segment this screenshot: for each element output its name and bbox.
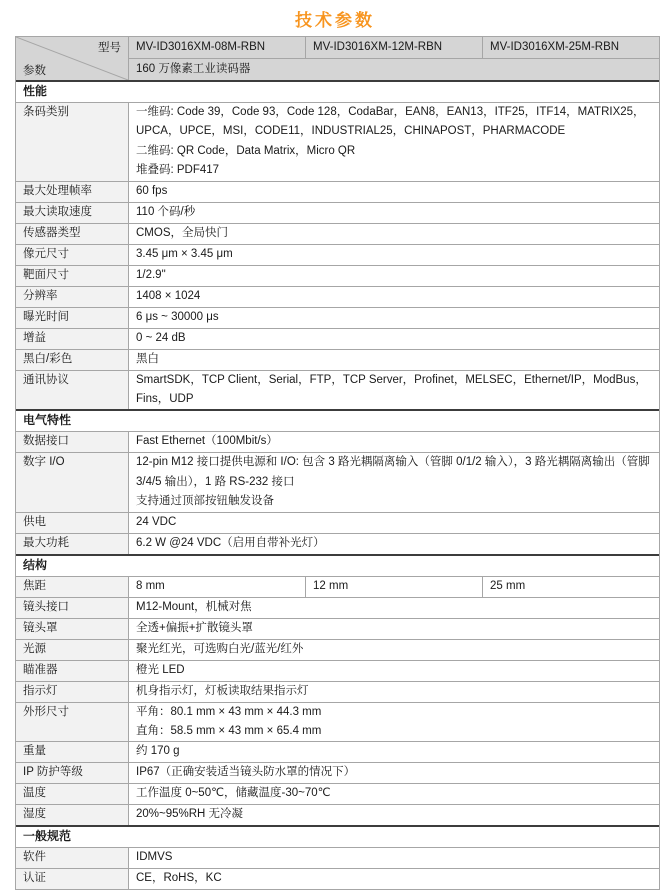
model-name: MV-ID3016XM-08M-RBN [129,37,306,58]
product-description: 160 万像素工业读码器 [136,63,251,75]
corner-label-parameter: 参数 [23,65,46,77]
table-row [16,660,659,681]
param-name: 重量 [16,742,129,762]
model-row [129,37,659,59]
param-value: 机身指示灯，灯板读取结果指示灯 [129,682,659,702]
param-value-line: 直角：58.5 mm × 43 mm × 65.4 mm [136,725,322,738]
param-value: 1/2.9" [129,266,659,286]
param-name: 镜头罩 [16,619,129,639]
param-name: 镜头接口 [16,598,129,618]
param-value: M12-Mount，机械对焦 [129,598,659,618]
table-row [16,286,659,307]
table-row [16,431,659,452]
section-row [16,409,659,431]
param-value-line: 二维码: QR Code，Data Matrix，Micro QR [136,144,356,157]
param-value: 12 mm [306,577,483,597]
param-name: 指示灯 [16,682,129,702]
param-name: 像元尺寸 [16,245,129,265]
corner-cell [16,37,129,80]
param-name: 光源 [16,640,129,660]
section-row [16,825,659,847]
param-name: 湿度 [16,805,129,825]
param-value: 橙光 LED [129,661,659,681]
table-row [16,783,659,804]
param-name: 黑白/彩色 [16,350,129,370]
section-title: 性能 [23,84,48,98]
param-name: 最大处理帧率 [16,182,129,202]
param-name: 数字 I/O [16,453,129,511]
section-title: 一般规范 [23,829,72,844]
header-columns [129,37,659,80]
param-value: Fast Ethernet（100Mbit/s） [129,432,659,452]
param-value-line: 一维码: Code 39，Code 93，Code 128，CodaBar，EAN8，EAN13，ITF25，ITF14，MATRIX25，UPCA，UPCE，MSI，CODE11，INDUSTRIAL25，CHINAPOST，PHARMACODE [136,106,645,138]
param-name: 靶面尺寸 [16,266,129,286]
table-row [16,618,659,639]
table-row [16,265,659,286]
param-name: 瞄准器 [16,661,129,681]
param-value-line: 12-pin M12 接口提供电源和 I/O: 包含 3 路光耦隔离输入（管脚 0/1/2 输入），3 路光耦隔离输出（管脚 3/4/5 输出），1 路 RS-232 接口 [136,456,650,488]
param-value: 工作温度 0~50℃，储藏温度-30~70℃ [129,784,659,804]
param-name: 软件 [16,848,129,868]
param-value: 20%~95%RH 无冷凝 [129,805,659,825]
param-value: SmartSDK，TCP Client，Serial，FTP，TCP Server，Profinet，MELSEC，Ethernet/IP，ModBus，Fins，UDP [129,371,659,410]
param-name: 温度 [16,784,129,804]
table-row [16,762,659,783]
param-value: CMOS，全局快门 [129,224,659,244]
table-row [16,847,659,868]
model-name: MV-ID3016XM-25M-RBN [490,41,620,53]
param-value: 全透+偏振+扩散镜头罩 [129,619,659,639]
table-row [16,181,659,202]
param-value: 60 fps [129,182,659,202]
table-row [16,533,659,554]
param-name: 供电 [16,513,129,533]
table-header [16,37,659,80]
table-row [16,702,659,742]
table-row [16,639,659,660]
model-name: MV-ID3016XM-12M-RBN [306,37,483,58]
table-row [16,328,659,349]
table-row [16,349,659,370]
table-row [16,202,659,223]
section-title: 电气特性 [23,413,72,428]
param-value-line: 平角：80.1 mm × 43 mm × 44.3 mm [136,705,322,718]
param-value: 黑白 [129,350,659,370]
param-name: 传感器类型 [16,224,129,244]
param-value: CE，RoHS，KC [129,869,659,889]
param-value-line: 支持通过顶部按钮触发设备 [136,495,274,508]
table-row [16,452,659,511]
param-name: 条码类别 [16,103,129,181]
section-row [16,80,659,102]
param-value: 3.45 μm × 3.45 μm [129,245,659,265]
param-name: IP 防护等级 [16,763,129,783]
spec-table [15,36,660,890]
param-name: 认证 [16,869,129,889]
param-value: IDMVS [129,848,659,868]
table-row [16,102,659,181]
table-row [16,307,659,328]
table-row [16,576,659,597]
table-row [16,868,659,889]
param-name: 通讯协议 [16,371,129,410]
param-name: 增益 [16,329,129,349]
table-row [16,597,659,618]
param-name: 最大读取速度 [16,203,129,223]
param-value: 6.2 W @24 VDC（启用自带补光灯） [129,534,659,554]
corner-label-model: 型号 [98,42,121,54]
table-row [16,512,659,533]
param-value: 110 个码/秒 [129,203,659,223]
param-value: 聚光红光，可选购白光/蓝光/红外 [129,640,659,660]
param-value: IP67（正确安装适当镜头防水罩的情况下） [129,763,659,783]
table-row [16,804,659,825]
param-name: 外形尺寸 [16,703,129,742]
table-row [16,244,659,265]
section-row [16,554,659,576]
param-value [129,453,659,511]
param-name: 最大功耗 [16,534,129,554]
page-title: 技术参数 [295,11,375,30]
param-value-line: 堆叠码: PDF417 [136,164,220,177]
param-name: 数据接口 [16,432,129,452]
spec-table-body [16,80,659,889]
param-name: 分辨率 [16,287,129,307]
param-value: 0 ~ 24 dB [129,329,659,349]
param-value: 8 mm [129,577,306,597]
param-name: 曝光时间 [16,308,129,328]
param-value: 24 VDC [129,513,659,533]
table-row [16,681,659,702]
table-row [16,370,659,410]
param-value: 6 μs ~ 30000 μs [129,308,659,328]
param-name: 焦距 [16,577,129,597]
table-row [16,741,659,762]
section-title: 结构 [23,557,48,572]
param-value [129,103,659,181]
param-value: 1408 × 1024 [129,287,659,307]
param-value [129,703,659,742]
param-value: 25 mm [483,577,659,597]
table-row [16,223,659,244]
param-value: 约 170 g [129,742,659,762]
